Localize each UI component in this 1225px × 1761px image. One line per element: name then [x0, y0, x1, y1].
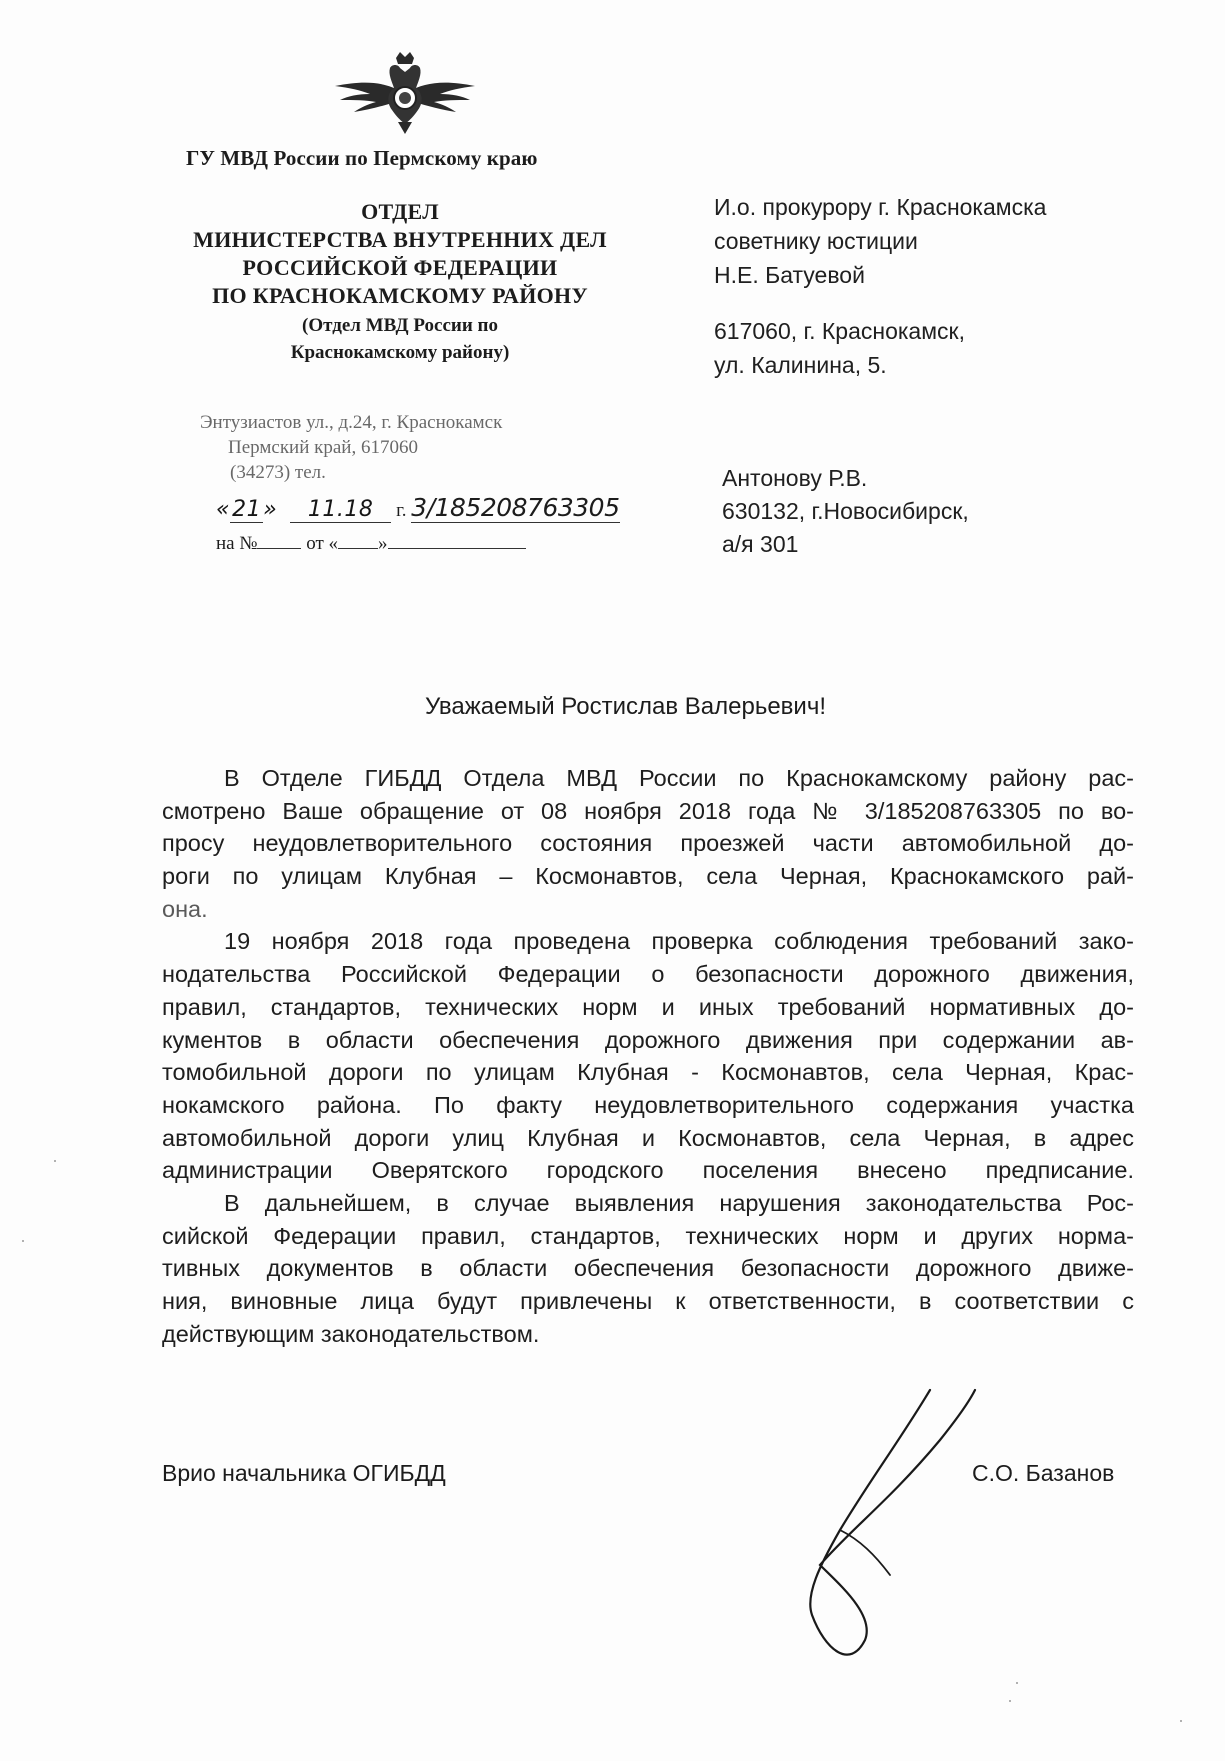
body-line: просу неудовлетворительного состояния проезжей части автомобильной до-	[162, 830, 1134, 857]
scan-speck	[54, 1160, 56, 1162]
ref-number-blank	[257, 532, 301, 549]
body-line: ния, виновные лица будут привлечены к ответственности, в соответствии с	[162, 1288, 1134, 1314]
body-line: 19 ноября 2018 года проведена проверка соблюдения требований зако-	[224, 928, 1134, 955]
recipient-line: И.о. прокурору г. Краснокамска	[714, 194, 1047, 220]
recipient2-line: а/я 301	[722, 531, 799, 557]
body-line: сийской Федерации правил, стандартов, технических норм и других норма-	[162, 1222, 1134, 1249]
recipient2-line: 630132, г.Новосибирск,	[722, 498, 969, 524]
address-line: Пермский край, 617060	[228, 437, 418, 458]
reg-year-suffix: г.	[396, 500, 407, 521]
ref-prefix: на №	[216, 533, 258, 554]
body-line: нокамского района. По факту неудовлетворительного содержания участка	[162, 1091, 1134, 1118]
body-line: В Отделе ГИБДД Отдела МВД России по Краснокамскому району рас-	[224, 765, 1134, 791]
recipient-block	[714, 190, 1046, 382]
handwritten-signature	[780, 1380, 980, 1680]
dept-short-line: (Отдел МВД России по	[302, 315, 498, 336]
reg-open-quote: «	[216, 497, 231, 522]
body-line: правил, стандартов, технических норм и иных требований нормативных до-	[162, 993, 1134, 1020]
address-line: Энтузиастов ул., д.24, г. Краснокамск	[200, 412, 503, 433]
dept-line: МИНИСТЕРСТВА ВНУТРЕННИХ ДЕЛ	[193, 227, 607, 252]
dept-line: ПО КРАСНОКАМСКОМУ РАЙОНУ	[212, 283, 588, 308]
scan-speck	[1016, 1682, 1018, 1684]
body-line: действующим законодательством.	[162, 1320, 540, 1347]
body-line: кументов в области обеспечения дорожного движения при содержании ав-	[162, 1026, 1134, 1053]
address-line: (34273) тел.	[230, 462, 326, 483]
body-line: тивных документов в области обеспечения безопасности дорожного движе-	[162, 1255, 1134, 1282]
org-top-title: ГУ МВД России по Пермскому краю	[186, 146, 538, 170]
scan-speck	[1180, 1720, 1182, 1722]
body-line: В дальнейшем, в случае выявления нарушения законодательства Рос-	[224, 1189, 1134, 1216]
department-block	[150, 198, 650, 366]
dept-line: РОССИЙСКОЙ ФЕДЕРАЦИИ	[242, 255, 558, 280]
ref-day-blank	[338, 532, 378, 549]
recipient-line: Н.Е. Батуевой	[714, 262, 865, 288]
reference-line	[216, 532, 526, 555]
body-line: администрации Оверятского городского поселения внесено предписание.	[162, 1157, 1134, 1184]
body-line: она.	[162, 895, 208, 922]
reg-month-year: 11.18	[290, 497, 391, 523]
scan-speck	[22, 1240, 24, 1242]
letter-body	[162, 762, 1134, 1350]
body-line: смотрено Ваше обращение от 08 ноября 2018 года № 3/185208763305 по во-	[162, 797, 1134, 824]
sender-address	[200, 410, 502, 485]
ref-from: от «	[306, 533, 339, 554]
reg-close-quote: »	[263, 497, 278, 522]
body-line: роги по улицам Клубная – Космонавтов, села Черная, Краснокамского рай-	[162, 863, 1134, 890]
dept-short-line: Краснокамскому району)	[290, 342, 510, 363]
recipient-address-line: ул. Калинина, 5.	[714, 352, 887, 378]
recipient-address-line: 617060, г. Краснокамск,	[714, 318, 965, 344]
dept-line: ОТДЕЛ	[361, 199, 439, 224]
recipient2-line: Антонову Р.В.	[722, 465, 868, 491]
body-line: томобильной дороги по улицам Клубная - Космонавтов, села Черная, Крас-	[162, 1059, 1134, 1086]
body-line: автомобильной дороги улиц Клубная и Космонавтов, села Черная, в адрес	[162, 1124, 1134, 1151]
ref-date-blank	[388, 532, 526, 549]
scan-speck	[1009, 1700, 1011, 1702]
salutation: Уважаемый Ростислав Валерьевич!	[425, 693, 827, 720]
signer-name: С.О. Базанов	[972, 1460, 1115, 1486]
recipient2-block	[722, 462, 969, 561]
mvd-emblem-icon	[330, 52, 480, 134]
body-line: нодательства Российской Федерации о безопасности дорожного движения,	[162, 961, 1134, 988]
reg-day: 21	[232, 497, 262, 522]
signer-title: Врио начальника ОГИБДД	[162, 1460, 446, 1486]
recipient-line: советнику юстиции	[714, 228, 918, 254]
ref-close: »	[378, 533, 388, 554]
reg-number: 3/185208763305	[411, 493, 620, 522]
registration-line	[216, 493, 620, 523]
